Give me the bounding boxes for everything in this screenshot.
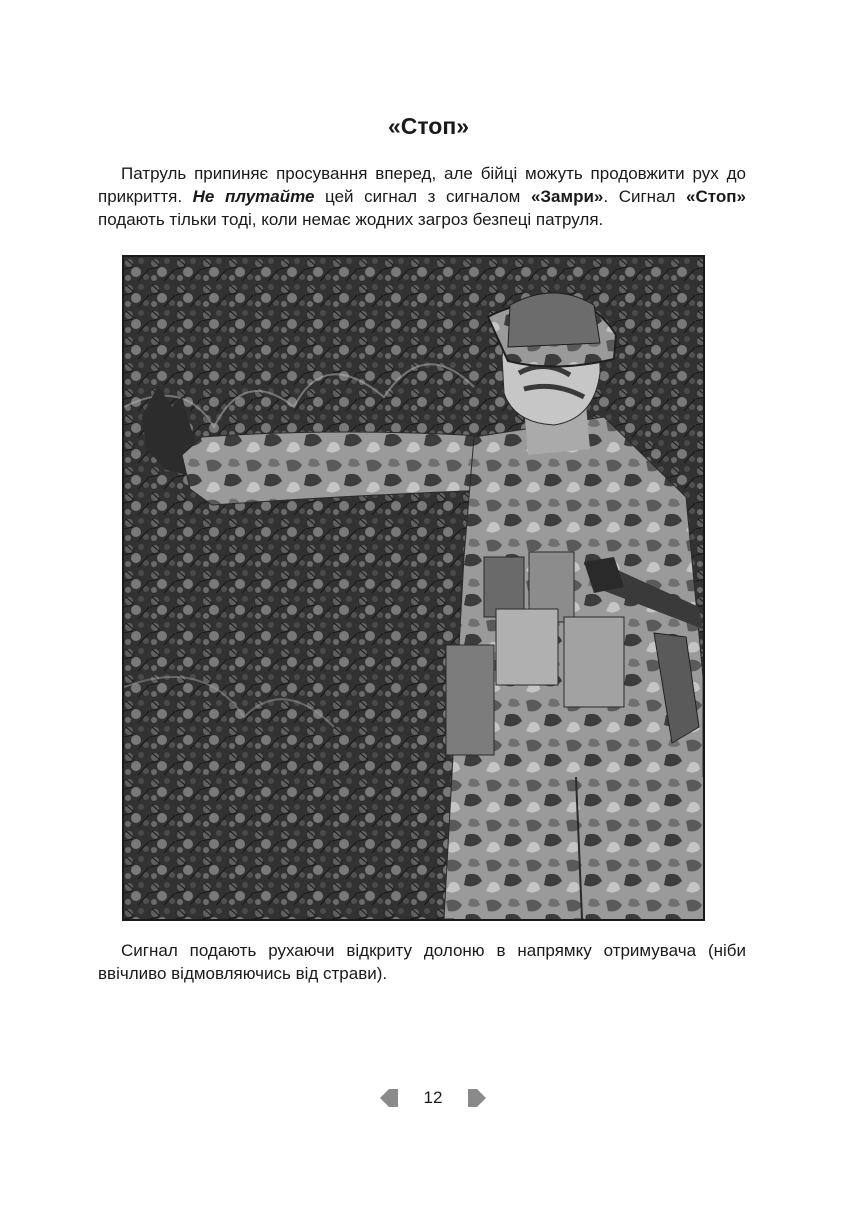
intro-emphasis: Не плутайте: [192, 187, 315, 206]
soldier-photo: [122, 255, 705, 921]
intro-text-3: цей сигнал з сигналом: [314, 187, 531, 206]
page-title: «Стоп»: [387, 113, 470, 139]
intro-paragraph: [98, 162, 746, 231]
left-arrow-icon[interactable]: [378, 1087, 400, 1109]
left-arrow-shape: [380, 1089, 398, 1107]
intro-text-7: подають тільки тоді, коли немає жодних загроз безпеці патруля.: [98, 210, 604, 229]
caption-text: Сигнал подають рухаючи відкриту долоню в напрямку отримувача (ніби ввічливо відмовляючись від страви).: [98, 941, 746, 983]
intro-text-5: . Сигнал: [603, 187, 687, 206]
intro-signal-freeze: «Замри»: [530, 187, 604, 206]
page-navigation: [0, 1086, 857, 1110]
intro-text-1: Патруль припиняє просування вперед, але бійці можуть продовжити рух до прикриття.: [98, 164, 746, 206]
page-number: 12: [423, 1088, 443, 1107]
intro-signal-stop: «Стоп»: [686, 187, 746, 206]
caption-paragraph: [98, 939, 746, 985]
right-arrow-icon[interactable]: [466, 1087, 488, 1109]
right-arrow-shape: [468, 1089, 486, 1107]
